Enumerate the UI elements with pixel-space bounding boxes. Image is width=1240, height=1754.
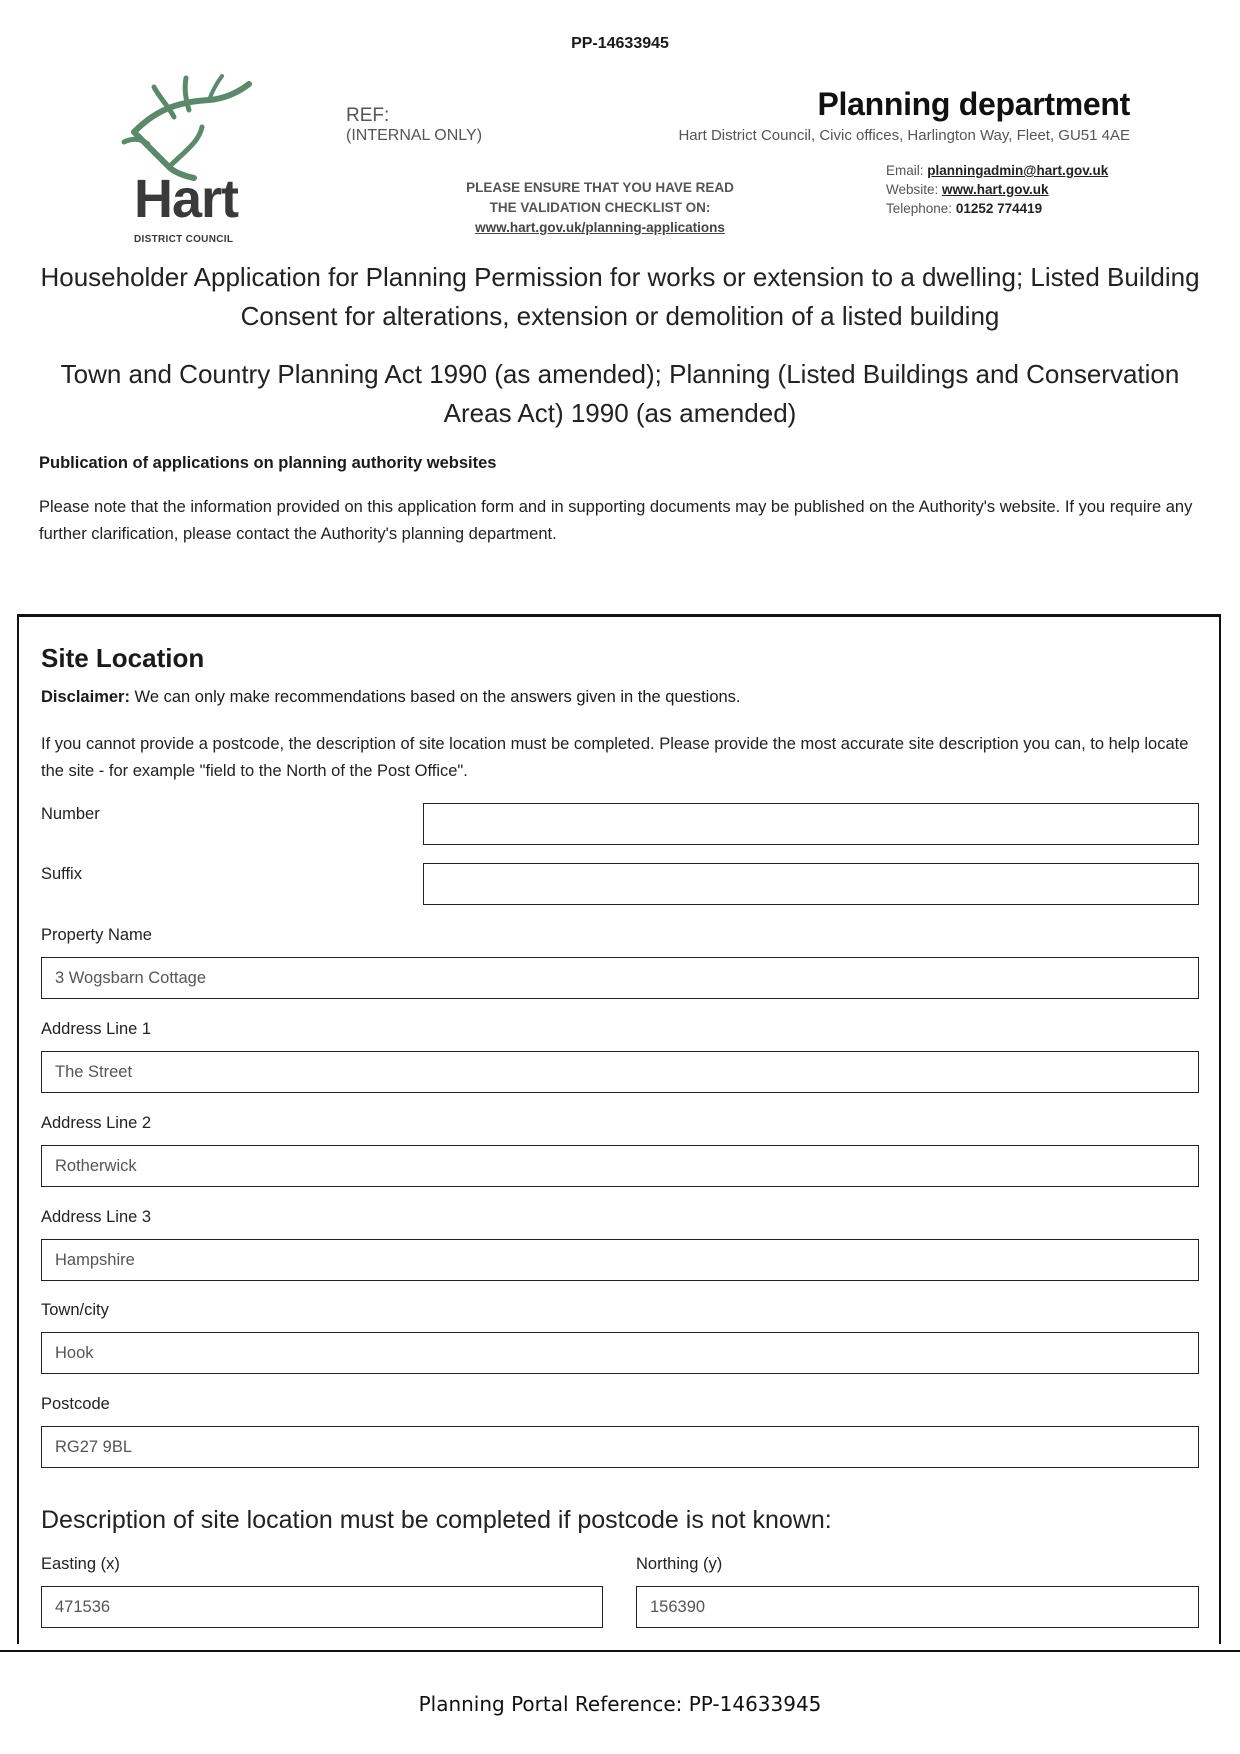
validation-checklist-notice xyxy=(440,178,760,238)
site-help-text: If you cannot provide a postcode, the description of site location must be completed. Please provide the most accurate site description you can, to help locate the site - for example "field to the North of the Post Office". xyxy=(41,735,1189,780)
checklist-line-2: THE VALIDATION CHECKLIST ON: xyxy=(489,200,711,215)
address-line-3-label: Address Line 3 xyxy=(41,1208,152,1226)
site-description-heading: Description of site location must be completed if postcode is not known: xyxy=(41,1506,832,1534)
checklist-link[interactable]: www.hart.gov.uk/planning-applications xyxy=(475,220,725,235)
telephone-value: 01252 774419 xyxy=(955,201,1043,216)
number-label: Number xyxy=(41,805,100,823)
department-title: Planning department xyxy=(817,86,1130,122)
disclaimer-text: We can only make recommendations based on the answers given in the questions. xyxy=(129,688,741,706)
publication-body: Please note that the information provided on this application form and in supporting documents may be published on the Authority's website. If you require any further clarification, please contact the Authority's planning department. xyxy=(39,498,1193,543)
northing-field[interactable]: 156390 xyxy=(636,1586,1199,1628)
section-title: Site Location xyxy=(41,643,205,673)
property-name-field[interactable]: 3 Wogsbarn Cottage xyxy=(41,957,1199,999)
email-row xyxy=(886,161,1108,180)
logo-council-text: DISTRICT COUNCIL xyxy=(134,234,234,245)
publication-heading: Publication of applications on planning authority websites xyxy=(39,454,497,472)
address-line-2-label: Address Line 2 xyxy=(41,1114,152,1132)
footer-reference: Planning Portal Reference: PP-14633945 xyxy=(418,1692,822,1716)
property-name-label: Property Name xyxy=(41,926,152,944)
contact-details xyxy=(886,161,1108,218)
town-city-field[interactable]: Hook xyxy=(41,1332,1199,1374)
easting-label: Easting (x) xyxy=(41,1555,120,1573)
ref-sublabel: (INTERNAL ONLY) xyxy=(346,126,483,144)
email-link[interactable]: planningadmin@hart.gov.uk xyxy=(927,163,1109,178)
stag-antler-icon xyxy=(114,72,264,182)
footer-divider xyxy=(0,1650,1240,1652)
website-label: Website: xyxy=(886,182,939,197)
postcode-label: Postcode xyxy=(41,1395,110,1413)
department-address: Hart District Council, Civic offices, Harlington Way, Fleet, GU51 4AE xyxy=(678,127,1130,144)
disclaimer-label: Disclaimer: xyxy=(41,688,130,706)
email-label: Email: xyxy=(886,163,924,178)
address-line-3-field[interactable]: Hampshire xyxy=(41,1239,1199,1281)
address-line-2-field[interactable]: Rotherwick xyxy=(41,1145,1199,1187)
address-line-1-field[interactable]: The Street xyxy=(41,1051,1199,1093)
disclaimer xyxy=(41,688,741,707)
number-field[interactable] xyxy=(423,803,1199,845)
ref-label: REF: xyxy=(346,105,390,126)
checklist-line-1: PLEASE ENSURE THAT YOU HAVE READ xyxy=(466,180,734,195)
address-line-1-label: Address Line 1 xyxy=(41,1020,152,1038)
logo-wordmark: Hart xyxy=(134,169,239,229)
northing-label: Northing (y) xyxy=(636,1555,723,1573)
telephone-row xyxy=(886,199,1108,218)
suffix-label: Suffix xyxy=(41,865,82,883)
suffix-field[interactable] xyxy=(423,863,1199,905)
website-row xyxy=(886,180,1108,199)
telephone-label: Telephone: xyxy=(886,201,953,216)
hart-logo xyxy=(100,62,276,252)
internal-ref-box xyxy=(346,106,482,144)
easting-field[interactable]: 471536 xyxy=(41,1586,603,1628)
document-reference: PP-14633945 xyxy=(571,35,669,52)
town-city-label: Town/city xyxy=(41,1301,109,1319)
application-title: Householder Application for Planning Permission for works or extension to a dwelling; Listed Building Consent for alterations, extension or demolition of a listed building xyxy=(40,262,1200,331)
postcode-field[interactable]: RG27 9BL xyxy=(41,1426,1199,1468)
website-link[interactable]: www.hart.gov.uk xyxy=(942,182,1049,197)
act-title: Town and Country Planning Act 1990 (as amended); Planning (Listed Buildings and Conservation Areas Act) 1990 (as amended) xyxy=(60,359,1180,428)
